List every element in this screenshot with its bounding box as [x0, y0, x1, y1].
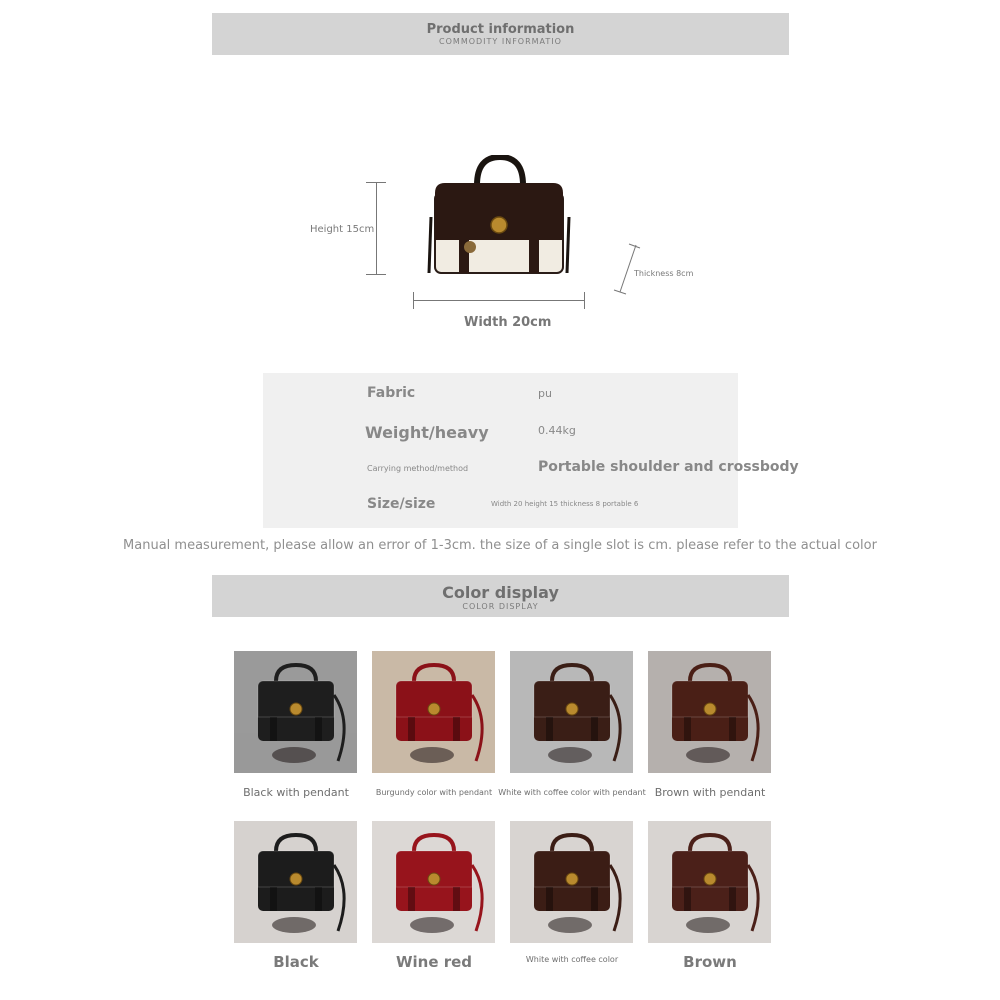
color-swatch-label: Brown with pendant — [654, 786, 766, 799]
color-swatch-label: White with coffee color — [525, 955, 619, 964]
size-value: Width 20 height 15 thickness 8 portable 6 — [491, 500, 639, 508]
product-information-subtitle: COMMODITY INFORMATIO — [439, 37, 562, 46]
color-display-banner — [212, 575, 789, 617]
product-information-banner — [212, 13, 789, 55]
color-swatch-image — [510, 651, 633, 773]
height-dimension-line — [376, 182, 377, 274]
fabric-label: Fabric — [367, 385, 416, 401]
height-label: Height 15cm — [310, 224, 375, 235]
weight-label: Weight/heavy — [365, 423, 489, 442]
color-swatch-label: Black with pendant — [243, 786, 349, 799]
color-swatch-label: Burgundy color with pendant — [375, 788, 493, 797]
color-swatch-image — [234, 821, 357, 943]
weight-value: 0.44kg — [538, 424, 576, 437]
size-label: Size/size — [367, 496, 436, 512]
color-display-subtitle: COLOR DISPLAY — [462, 602, 539, 611]
color-swatch-image — [510, 821, 633, 943]
color-swatch-image — [234, 651, 357, 773]
product-information-title: Product information — [426, 22, 575, 37]
thickness-label: Thickness 8cm — [634, 269, 694, 278]
main-bag-image — [425, 155, 575, 280]
height-dimension-cap-top — [366, 182, 386, 183]
color-swatch-image — [372, 651, 495, 773]
width-label: Width 20cm — [464, 315, 552, 330]
color-display-title: Color display — [442, 583, 559, 602]
color-swatch-label: Brown — [683, 953, 737, 971]
color-swatch-image — [648, 651, 771, 773]
color-swatch-label: White with coffee color with pendant — [498, 788, 646, 797]
width-dimension-cap-left — [413, 292, 414, 309]
color-swatch-image — [372, 821, 495, 943]
color-swatch-label: Black — [273, 953, 319, 971]
width-dimension-cap-right — [584, 292, 585, 309]
color-swatch-image — [648, 821, 771, 943]
color-swatch-label: Wine red — [395, 953, 473, 971]
carry-value: Portable shoulder and crossbody — [538, 459, 799, 475]
measurement-note: Manual measurement, please allow an error of 1-3cm. the size of a single slot is cm. please refer to the actual color — [123, 538, 877, 553]
fabric-value: pu — [538, 387, 552, 400]
carry-label: Carrying method/method — [367, 464, 469, 473]
width-dimension-line — [413, 300, 584, 301]
height-dimension-cap-bottom — [366, 274, 386, 275]
